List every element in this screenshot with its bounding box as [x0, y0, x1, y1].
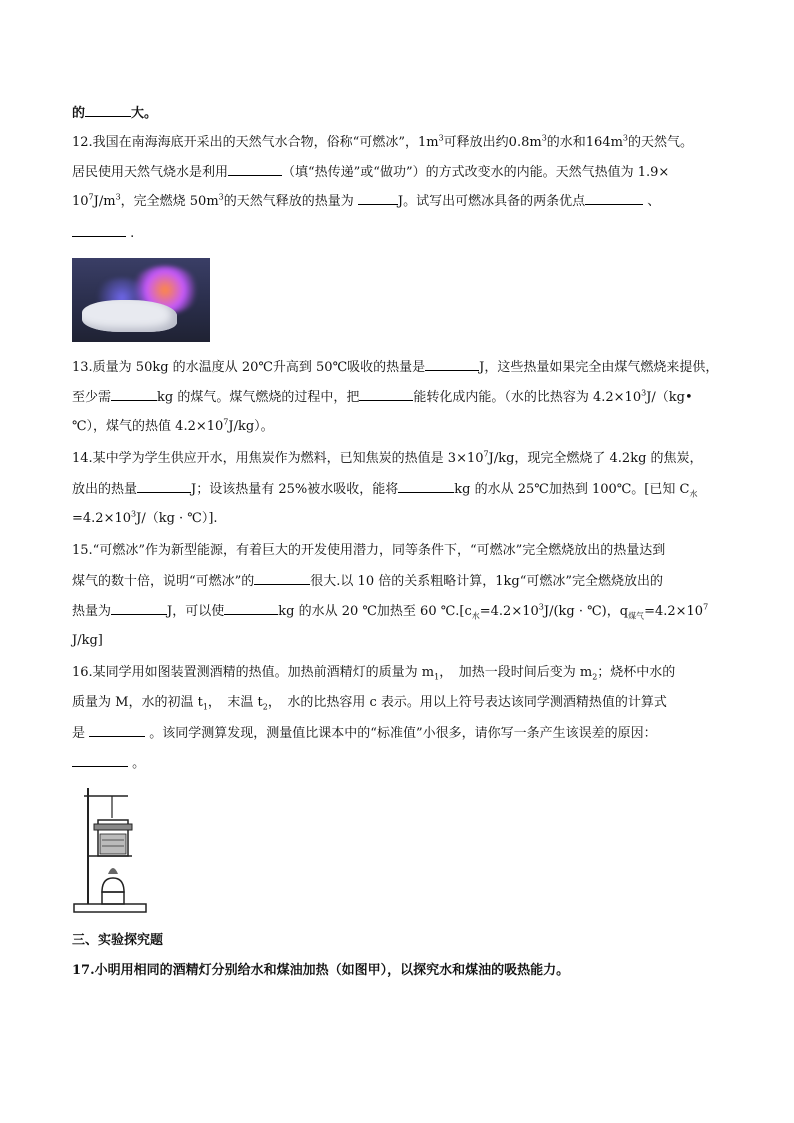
question-16-line-1	[72, 664, 722, 682]
text: 17.小明用相同的酒精灯分别给水和煤油加热（如图甲），以探究水和煤油的吸热能力。	[72, 963, 570, 978]
alcohol-lamp-apparatus-diagram	[72, 782, 150, 914]
superscript: 3	[541, 133, 547, 143]
answer-blank	[72, 754, 128, 767]
text: J，这些热量如果完全由煤气燃烧来提供，	[479, 360, 719, 375]
answer-blank	[111, 388, 157, 401]
superscript: 3	[641, 388, 647, 398]
text: 大。	[131, 106, 158, 121]
text: 很大.以 10 倍的关系粗略计算，1kg“可燃冰”完全燃烧放出的	[310, 574, 663, 589]
text: 的	[72, 106, 86, 121]
answer-blank	[85, 104, 131, 117]
text: .	[130, 226, 135, 241]
answer-blank	[137, 480, 191, 493]
subscript: 1	[434, 672, 440, 682]
question-12-line-3	[72, 192, 722, 211]
superscript: 7	[703, 602, 709, 612]
text: J/m	[93, 194, 116, 209]
answer-blank	[359, 388, 413, 401]
text: kg 的水从 25℃加热到 100℃。[已知 C	[454, 482, 690, 497]
superscript: 3	[115, 192, 121, 202]
superscript: 3	[438, 133, 444, 143]
answer-blank	[111, 602, 167, 615]
superscript: 7	[223, 417, 229, 427]
text: J/(kg · ℃)，q	[543, 604, 629, 619]
question-14-line-1	[72, 450, 722, 468]
text: J/kg，现完全燃烧了 4.2kg 的焦炭，	[488, 451, 703, 466]
question-17-line-1	[72, 962, 722, 980]
answer-blank	[89, 724, 145, 737]
subscript: 水	[689, 489, 698, 499]
question-16-line-2	[72, 694, 722, 712]
question-15-line-2	[72, 572, 722, 591]
question-14-line-3	[72, 510, 722, 528]
text: kg 的煤气。煤气燃烧的过程中，把	[157, 390, 360, 405]
line-0	[72, 104, 722, 123]
answer-blank	[228, 163, 282, 176]
text: ；烧杯中水的	[597, 665, 676, 680]
text: J，可以使	[167, 604, 225, 619]
superscript: 3	[622, 133, 629, 143]
answer-blank	[358, 192, 398, 205]
text: 能转化成内能。（水的比热容为 4.2×10	[413, 390, 642, 405]
text: J/kg）。	[228, 419, 274, 434]
text: 煤气的数十倍，说明“可燃冰”的	[72, 574, 255, 589]
answer-blank	[585, 192, 643, 205]
text: ，完全燃烧 50m	[120, 194, 219, 209]
text: kg 的水从 20 ℃加热至 60 ℃.[c	[278, 604, 472, 619]
text: ， 末温 t	[207, 695, 263, 710]
question-16-line-4	[72, 754, 722, 773]
text: 16.某同学用如图装置测酒精的热值。加热前酒精灯的质量为 m	[72, 665, 435, 680]
text: 居民使用天然气烧水是利用	[72, 165, 229, 180]
text: 的水和164m	[546, 135, 623, 150]
text: J；设该热量有 25%被水吸收，能将	[191, 482, 399, 497]
answer-blank	[425, 358, 479, 371]
subscript: 水	[471, 611, 480, 621]
text: 放出的热量	[72, 482, 138, 497]
answer-blank	[72, 224, 126, 237]
text: J/kg]	[72, 633, 103, 648]
subscript: 2	[592, 672, 598, 682]
superscript: 3	[538, 602, 544, 612]
text: 14.某中学为学生供应开水，用焦炭作为燃料，已知焦炭的热值是 3×10	[72, 451, 484, 466]
question-13-line-1	[72, 358, 722, 377]
text: 质量为 M，水的初温 t	[72, 695, 203, 710]
ice-block	[82, 300, 177, 332]
subscript: 煤气	[628, 611, 645, 621]
question-13-line-2	[72, 388, 722, 407]
section-3-heading	[72, 932, 722, 950]
text: J/（kg · ℃）].	[136, 511, 218, 526]
question-12-line-4	[72, 224, 722, 243]
text: ， 水的比热容用 c 表示。用以上符号表达该同学测酒精热值的计算式	[267, 695, 667, 710]
subscript: 1	[202, 702, 208, 712]
text: 的天然气。	[628, 135, 694, 150]
text: 可释放出约0.8m	[443, 135, 542, 150]
superscript: 3	[218, 192, 224, 202]
text: 三、实验探究题	[72, 933, 164, 948]
text: 的天然气释放的热量为	[223, 194, 354, 209]
text: 、	[647, 194, 661, 209]
text: =4.2×10	[479, 604, 539, 619]
text: 热量为	[72, 604, 112, 619]
text: J。试写出可燃冰具备的两条优点	[397, 194, 586, 209]
combustible-ice-photo	[72, 258, 210, 342]
text: 是	[72, 726, 86, 741]
question-16-line-3	[72, 724, 722, 743]
text: 。	[132, 756, 146, 771]
question-15-line-3	[72, 602, 722, 621]
text: 13.质量为 50kg 的水温度从 20℃升高到 50℃吸收的热量是	[72, 360, 426, 375]
answer-blank	[224, 602, 278, 615]
text: =4.2×10	[644, 604, 704, 619]
text: ℃），煤气的热值 4.2×10	[72, 419, 224, 434]
text: 12.我国在南海海底开采出的天然气水合物，俗称“可燃冰”，1m	[72, 135, 439, 150]
text: 至少需	[72, 390, 112, 405]
question-15-line-1	[72, 542, 722, 560]
question-15-line-4	[72, 632, 722, 650]
question-14-line-2	[72, 480, 722, 499]
text: J/（kg•	[646, 390, 693, 405]
answer-blank	[398, 480, 454, 493]
text: 15.“可燃冰”作为新型能源，有着巨大的开发使用潜力，同等条件下，“可燃冰”完全燃烧放出的热量达到	[72, 543, 666, 558]
text: 10	[72, 194, 89, 209]
superscript: 7	[88, 192, 94, 202]
text: 。该同学测算发现，测量值比课本中的“标准值”小很多，请你写一条产生该误差的原因：	[149, 726, 657, 741]
text: =4.2×10	[72, 511, 132, 526]
superscript: 7	[483, 449, 489, 459]
text: （填“热传递”或“做功”）的方式改变水的内能。天然气热值为 1.9×	[282, 165, 670, 180]
subscript: 2	[262, 702, 268, 712]
answer-blank	[254, 572, 310, 585]
question-12-line-2	[72, 163, 722, 182]
superscript: 3	[131, 509, 137, 519]
text: ， 加热一段时间后变为 m	[439, 665, 593, 680]
question-13-line-3	[72, 418, 722, 436]
question-12-line-1	[72, 134, 722, 152]
